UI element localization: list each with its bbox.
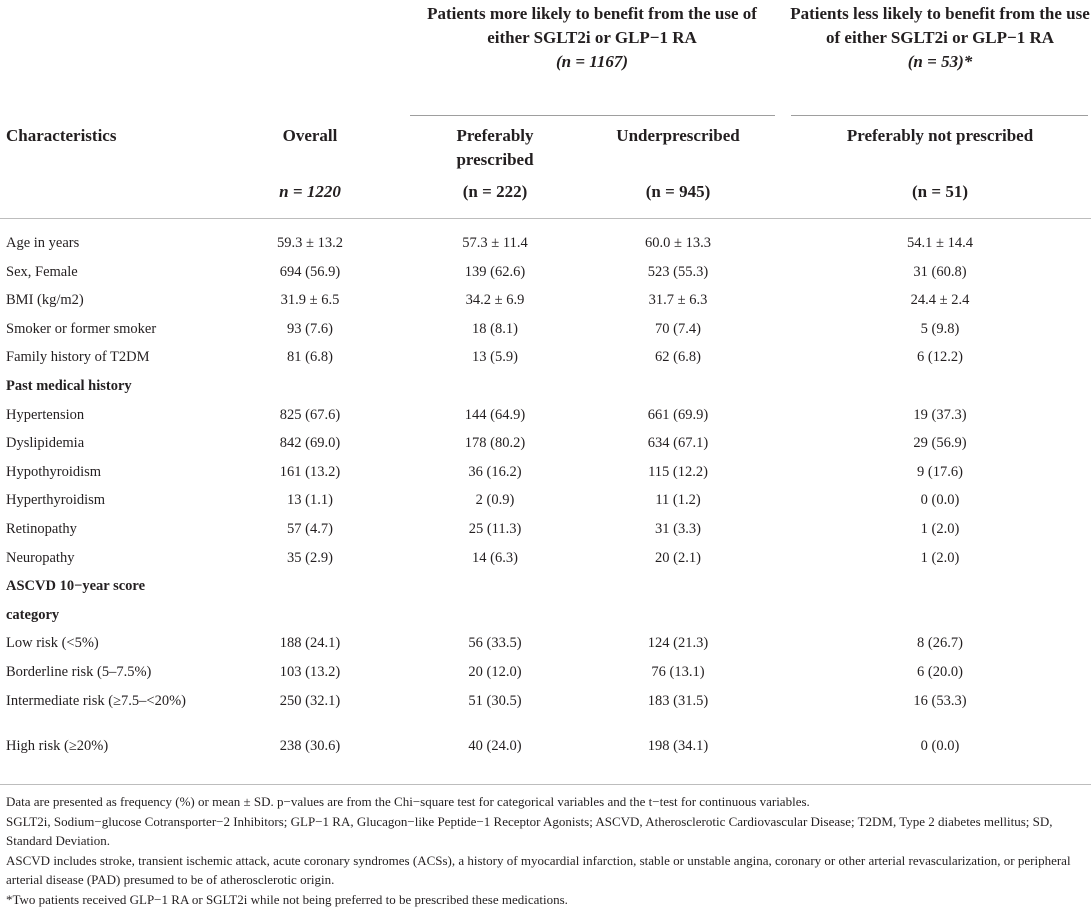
cell-preferably-not-prescribed: 5 (9.8) [920,320,960,337]
cell-underprescribed: 11 (1.2) [655,492,701,509]
section-header-row [0,604,1091,633]
cell-preferably-prescribed: 20 (12.0) [468,663,522,680]
row-label: category [6,606,60,623]
cell-preferably-prescribed: 144 (64.9) [464,406,526,423]
group-header-less-likely [790,2,1090,74]
cell-overall: 238 (30.6) [279,737,341,754]
cell-preferably-prescribed: 40 (24.0) [468,737,522,754]
cell-preferably-not-prescribed: 1 (2.0) [920,549,960,566]
cell-preferably-prescribed: 25 (11.3) [468,520,522,537]
cell-overall: 161 (13.2) [279,463,341,480]
row-label: Family history of T2DM [6,349,150,366]
header-rule [0,218,1091,219]
cell-overall: 825 (67.6) [279,406,341,423]
cell-overall: 694 (56.9) [279,263,341,280]
footnote: *Two patients received GLP−1 RA or SGLT2i while not being preferred to be prescribed these medications. [6,891,568,907]
cell-overall: 35 (2.9) [287,549,333,566]
row-label: Smoker or former smoker [6,320,157,337]
group-underline-more [410,115,775,116]
col-n-underprescribed: (n = 945) [645,182,711,201]
table-body [0,232,1091,763]
cell-underprescribed: 115 (12.2) [648,463,708,480]
cell-underprescribed: 60.0 ± 13.3 [645,235,711,251]
col-n-preferably-not-prescribed: (n = 51) [912,182,968,201]
cell-overall: 103 (13.2) [279,663,341,680]
cell-overall: 250 (32.1) [279,692,341,709]
row-label: Sex, Female [6,263,78,280]
cell-overall: 842 (69.0) [279,435,341,452]
table-row [0,289,1091,318]
table-row [0,632,1091,661]
footnote: SGLT2i, Sodium−glucose Cotransporter−2 Inhibitors; GLP−1 RA, Glucagon−like Peptide−1 Receptor Agonists; ASCVD, Atherosclerotic Cardiovascular Disease; T2DM, Type 2 diabetes mellitus; SD, Standard Deviation. [6,813,1053,848]
row-label: Hypertension [6,406,85,423]
cell-underprescribed: 70 (7.4) [655,320,701,337]
table-row [0,489,1091,518]
row-label: Hyperthyroidism [6,492,106,509]
cell-preferably-not-prescribed: 9 (17.6) [917,463,963,480]
row-label: Dyslipidemia [6,435,85,452]
table-row [0,735,1091,764]
cell-underprescribed: 62 (6.8) [655,349,701,366]
cell-preferably-prescribed: 56 (33.5) [468,635,522,652]
cell-preferably-not-prescribed: 0 (0.0) [920,737,960,754]
cell-preferably-prescribed: 2 (0.9) [475,492,515,509]
group-more-n: (n = 1167) [555,52,629,71]
cell-preferably-prescribed: 13 (5.9) [472,349,518,366]
cell-preferably-prescribed: 14 (6.3) [472,549,518,566]
footnote: Data are presented as frequency (%) or mean ± SD. p−values are from the Chi−square test for categorical variables and the t−test for continuous variables. [6,794,810,809]
group-underline-less [791,115,1088,116]
row-label: Age in years [6,235,80,251]
cell-underprescribed: 124 (21.3) [647,635,709,652]
group-more-title: Patients more likely to benefit from the use of either SGLT2i or GLP−1 RA [427,4,757,47]
section-header-row [0,575,1091,604]
cell-preferably-not-prescribed: 16 (53.3) [913,692,967,709]
table-row [0,690,1091,735]
table-row [0,518,1091,547]
row-label: Retinopathy [6,520,77,537]
cell-preferably-not-prescribed: 1 (2.0) [920,520,960,537]
cell-overall: 13 (1.1) [287,492,333,509]
row-label: Past medical history [6,377,132,394]
cell-underprescribed: 198 (34.1) [647,737,709,754]
table-row [0,232,1091,261]
group-less-title: Patients less likely to benefit from the use of either SGLT2i or GLP−1 RA [790,4,1090,47]
cell-overall: 188 (24.1) [279,635,341,652]
col-n-preferably-prescribed: (n = 222) [462,182,528,201]
cell-preferably-prescribed: 36 (16.2) [468,463,522,480]
cell-underprescribed: 76 (13.1) [651,663,705,680]
table-row [0,461,1091,490]
table-row [0,346,1091,375]
table-row [0,318,1091,347]
cell-preferably-not-prescribed: 19 (37.3) [913,406,967,423]
footnote: ASCVD includes stroke, transient ischemic attack, acute coronary syndromes (ACSs), a history of myocardial infarction, stable or unstable angina, coronary or other arterial revascularization, or peripheral arterial disease (PAD) presumed to be of atherosclerotic origin. [6,852,1071,887]
cell-underprescribed: 523 (55.3) [647,263,709,280]
cell-overall: 57 (4.7) [287,520,333,537]
col-header-overall: Overall [282,126,338,145]
row-label: Borderline risk (5–7.5%) [6,663,152,680]
row-label: Low risk (<5%) [6,635,99,652]
cell-preferably-prescribed: 18 (8.1) [472,320,518,337]
col-header-preferably-prescribed: Preferably prescribed [456,126,534,169]
table-row [0,432,1091,461]
cell-preferably-prescribed: 178 (80.2) [464,435,526,452]
row-label: ASCVD 10−year score [6,578,146,595]
cell-overall: 81 (6.8) [287,349,333,366]
table-footnotes [6,792,1088,909]
row-label: High risk (≥20%) [6,737,109,754]
table-row [0,261,1091,290]
section-header-row [0,375,1091,404]
cell-preferably-not-prescribed: 54.1 ± 14.4 [907,235,973,251]
table-row [0,661,1091,690]
col-header-underprescribed: Underprescribed [616,126,740,145]
cell-preferably-not-prescribed: 29 (56.9) [913,435,967,452]
cell-underprescribed: 634 (67.1) [647,435,709,452]
cell-underprescribed: 31.7 ± 6.3 [648,292,708,309]
cell-preferably-not-prescribed: 0 (0.0) [920,492,960,509]
cell-preferably-prescribed: 57.3 ± 11.4 [462,235,528,251]
table-bottom-rule [0,784,1091,785]
cell-preferably-not-prescribed: 8 (26.7) [917,635,963,652]
col-header-preferably-not-prescribed: Preferably not prescribed [846,126,1034,145]
table-row [0,547,1091,576]
group-less-n: (n = 53)* [907,52,973,71]
row-label: BMI (kg/m2) [6,292,84,309]
cell-underprescribed: 183 (31.5) [647,692,709,709]
row-label: Hypothyroidism [6,463,102,480]
row-label: Intermediate risk (≥7.5–<20%) [6,692,187,709]
cell-underprescribed: 661 (69.9) [647,406,709,423]
cell-underprescribed: 20 (2.1) [655,549,701,566]
cell-overall: 59.3 ± 13.2 [277,235,343,251]
cell-preferably-not-prescribed: 6 (20.0) [917,663,963,680]
cell-preferably-prescribed: 51 (30.5) [468,692,522,709]
cell-preferably-prescribed: 34.2 ± 6.9 [465,292,525,309]
col-n-overall: n = 1220 [279,182,341,201]
col-header-characteristics: Characteristics [6,126,117,145]
cell-preferably-not-prescribed: 31 (60.8) [913,263,967,280]
row-label: Neuropathy [6,549,75,566]
cell-preferably-prescribed: 139 (62.6) [464,263,526,280]
cell-preferably-not-prescribed: 6 (12.2) [917,349,963,366]
cell-overall: 93 (7.6) [287,320,333,337]
cell-overall: 31.9 ± 6.5 [280,292,340,309]
cell-preferably-not-prescribed: 24.4 ± 2.4 [910,292,970,309]
table-row [0,404,1091,433]
group-header-more-likely [408,2,776,74]
cell-underprescribed: 31 (3.3) [655,520,701,537]
